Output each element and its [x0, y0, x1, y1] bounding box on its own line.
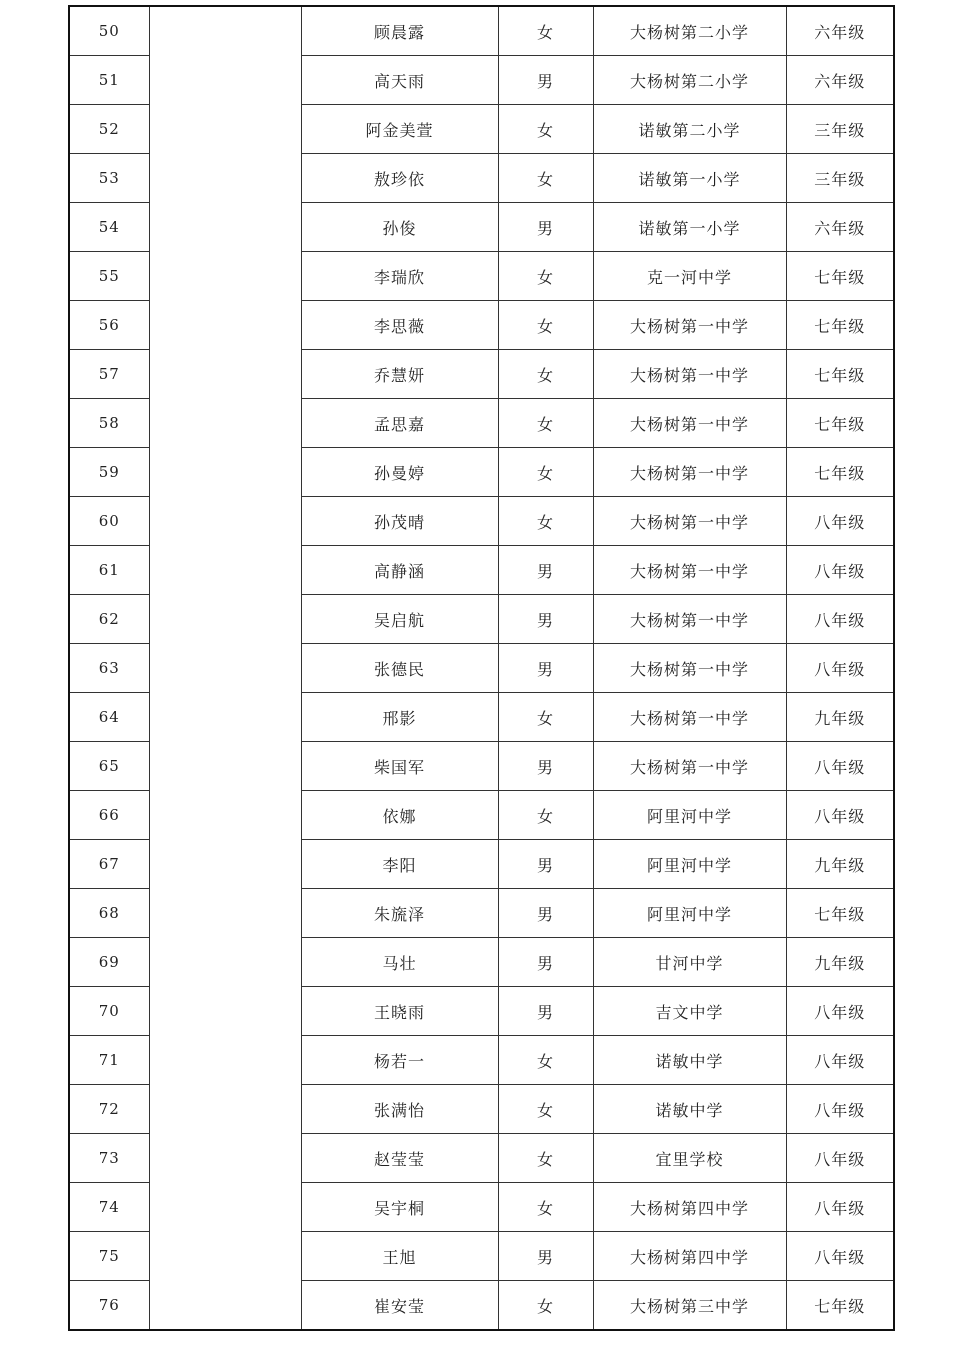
blank-cell — [149, 987, 301, 1036]
school-cell: 大杨树第一中学 — [593, 742, 786, 791]
table-row — [69, 791, 894, 840]
grade-cell: 八年级 — [786, 1134, 894, 1183]
school-cell: 大杨树第一中学 — [593, 595, 786, 644]
table-row — [69, 154, 894, 203]
blank-cell — [149, 1232, 301, 1281]
grade-cell: 七年级 — [786, 350, 894, 399]
grade-cell: 七年级 — [786, 448, 894, 497]
table-row — [69, 987, 894, 1036]
grade-cell: 三年级 — [786, 105, 894, 154]
school-cell: 大杨树第一中学 — [593, 644, 786, 693]
row-number-cell: 75 — [69, 1232, 149, 1281]
gender-cell: 女 — [498, 1085, 593, 1134]
gender-cell: 男 — [498, 595, 593, 644]
row-number-cell: 64 — [69, 693, 149, 742]
table-row — [69, 105, 894, 154]
table-row — [69, 1036, 894, 1085]
school-cell: 诺敏第二小学 — [593, 105, 786, 154]
student-name-cell: 依娜 — [301, 791, 498, 840]
gender-cell: 女 — [498, 1183, 593, 1232]
row-number-cell: 57 — [69, 350, 149, 399]
school-cell: 大杨树第一中学 — [593, 546, 786, 595]
row-number-cell: 51 — [69, 56, 149, 105]
gender-cell: 女 — [498, 1036, 593, 1085]
grade-cell: 八年级 — [786, 742, 894, 791]
student-name-cell: 马壮 — [301, 938, 498, 987]
school-cell: 吉文中学 — [593, 987, 786, 1036]
row-number-cell: 54 — [69, 203, 149, 252]
blank-cell — [149, 644, 301, 693]
table-row — [69, 840, 894, 889]
table-row — [69, 301, 894, 350]
grade-cell: 六年级 — [786, 56, 894, 105]
row-number-cell: 58 — [69, 399, 149, 448]
student-name-cell: 高静涵 — [301, 546, 498, 595]
row-number-cell: 72 — [69, 1085, 149, 1134]
student-name-cell: 邢影 — [301, 693, 498, 742]
student-name-cell: 崔安莹 — [301, 1281, 498, 1331]
student-roster-table — [68, 5, 895, 1331]
student-name-cell: 吴宇桐 — [301, 1183, 498, 1232]
school-cell: 大杨树第四中学 — [593, 1183, 786, 1232]
row-number-cell: 52 — [69, 105, 149, 154]
row-number-cell: 62 — [69, 595, 149, 644]
grade-cell: 六年级 — [786, 203, 894, 252]
school-cell: 大杨树第二小学 — [593, 6, 786, 56]
gender-cell: 女 — [498, 497, 593, 546]
table-row — [69, 644, 894, 693]
student-name-cell: 柴国军 — [301, 742, 498, 791]
blank-cell — [149, 1036, 301, 1085]
blank-cell — [149, 497, 301, 546]
gender-cell: 女 — [498, 791, 593, 840]
gender-cell: 女 — [498, 399, 593, 448]
grade-cell: 八年级 — [786, 497, 894, 546]
school-cell: 大杨树第一中学 — [593, 301, 786, 350]
school-cell: 大杨树第一中学 — [593, 497, 786, 546]
grade-cell: 九年级 — [786, 840, 894, 889]
school-cell: 宜里学校 — [593, 1134, 786, 1183]
gender-cell: 男 — [498, 644, 593, 693]
student-name-cell: 敖珍依 — [301, 154, 498, 203]
blank-cell — [149, 742, 301, 791]
gender-cell: 男 — [498, 546, 593, 595]
student-name-cell: 高天雨 — [301, 56, 498, 105]
student-name-cell: 王旭 — [301, 1232, 498, 1281]
grade-cell: 八年级 — [786, 791, 894, 840]
gender-cell: 女 — [498, 154, 593, 203]
table-row — [69, 497, 894, 546]
student-name-cell: 吴启航 — [301, 595, 498, 644]
student-name-cell: 李思薇 — [301, 301, 498, 350]
grade-cell: 八年级 — [786, 546, 894, 595]
row-number-cell: 68 — [69, 889, 149, 938]
blank-cell — [149, 1085, 301, 1134]
gender-cell: 男 — [498, 56, 593, 105]
gender-cell: 男 — [498, 203, 593, 252]
gender-cell: 女 — [498, 252, 593, 301]
row-number-cell: 66 — [69, 791, 149, 840]
student-name-cell: 朱旒泽 — [301, 889, 498, 938]
table-row — [69, 6, 894, 56]
student-name-cell: 张满怡 — [301, 1085, 498, 1134]
table-row — [69, 693, 894, 742]
row-number-cell: 55 — [69, 252, 149, 301]
grade-cell: 八年级 — [786, 987, 894, 1036]
blank-cell — [149, 301, 301, 350]
blank-cell — [149, 938, 301, 987]
table-row — [69, 889, 894, 938]
blank-cell — [149, 203, 301, 252]
roster-body — [69, 6, 894, 1330]
blank-cell — [149, 6, 301, 56]
table-row — [69, 399, 894, 448]
school-cell: 阿里河中学 — [593, 889, 786, 938]
gender-cell: 男 — [498, 742, 593, 791]
grade-cell: 九年级 — [786, 938, 894, 987]
table-row — [69, 1085, 894, 1134]
table-row — [69, 350, 894, 399]
gender-cell: 女 — [498, 693, 593, 742]
student-name-cell: 张德民 — [301, 644, 498, 693]
school-cell: 阿里河中学 — [593, 840, 786, 889]
row-number-cell: 69 — [69, 938, 149, 987]
grade-cell: 八年级 — [786, 1232, 894, 1281]
blank-cell — [149, 252, 301, 301]
gender-cell: 女 — [498, 1134, 593, 1183]
school-cell: 大杨树第一中学 — [593, 693, 786, 742]
gender-cell: 男 — [498, 840, 593, 889]
row-number-cell: 76 — [69, 1281, 149, 1331]
grade-cell: 七年级 — [786, 252, 894, 301]
blank-cell — [149, 693, 301, 742]
blank-cell — [149, 840, 301, 889]
table-row — [69, 252, 894, 301]
row-number-cell: 67 — [69, 840, 149, 889]
gender-cell: 男 — [498, 889, 593, 938]
table-row — [69, 938, 894, 987]
blank-cell — [149, 350, 301, 399]
student-name-cell: 孟思嘉 — [301, 399, 498, 448]
grade-cell: 六年级 — [786, 6, 894, 56]
school-cell: 诺敏第一小学 — [593, 154, 786, 203]
gender-cell: 女 — [498, 1281, 593, 1331]
row-number-cell: 74 — [69, 1183, 149, 1232]
school-cell: 大杨树第二小学 — [593, 56, 786, 105]
grade-cell: 七年级 — [786, 889, 894, 938]
student-name-cell: 顾晨露 — [301, 6, 498, 56]
grade-cell: 七年级 — [786, 399, 894, 448]
school-cell: 阿里河中学 — [593, 791, 786, 840]
table-row — [69, 546, 894, 595]
school-cell: 大杨树第一中学 — [593, 448, 786, 497]
student-name-cell: 孙曼婷 — [301, 448, 498, 497]
gender-cell: 男 — [498, 938, 593, 987]
row-number-cell: 61 — [69, 546, 149, 595]
student-name-cell: 孙茂晴 — [301, 497, 498, 546]
grade-cell: 八年级 — [786, 1036, 894, 1085]
student-name-cell: 王晓雨 — [301, 987, 498, 1036]
table-row — [69, 1183, 894, 1232]
student-name-cell: 杨若一 — [301, 1036, 498, 1085]
table-row — [69, 1232, 894, 1281]
blank-cell — [149, 399, 301, 448]
gender-cell: 女 — [498, 448, 593, 497]
row-number-cell: 71 — [69, 1036, 149, 1085]
grade-cell: 八年级 — [786, 595, 894, 644]
school-cell: 诺敏第一小学 — [593, 203, 786, 252]
blank-cell — [149, 105, 301, 154]
grade-cell: 八年级 — [786, 644, 894, 693]
row-number-cell: 65 — [69, 742, 149, 791]
blank-cell — [149, 154, 301, 203]
blank-cell — [149, 791, 301, 840]
row-number-cell: 70 — [69, 987, 149, 1036]
gender-cell: 女 — [498, 350, 593, 399]
school-cell: 诺敏中学 — [593, 1036, 786, 1085]
student-name-cell: 孙俊 — [301, 203, 498, 252]
student-name-cell: 李阳 — [301, 840, 498, 889]
blank-cell — [149, 546, 301, 595]
blank-cell — [149, 595, 301, 644]
grade-cell: 七年级 — [786, 301, 894, 350]
row-number-cell: 53 — [69, 154, 149, 203]
grade-cell: 三年级 — [786, 154, 894, 203]
table-row — [69, 203, 894, 252]
blank-cell — [149, 56, 301, 105]
table-row — [69, 448, 894, 497]
student-name-cell: 赵莹莹 — [301, 1134, 498, 1183]
grade-cell: 八年级 — [786, 1085, 894, 1134]
blank-cell — [149, 1183, 301, 1232]
table-row — [69, 742, 894, 791]
blank-cell — [149, 889, 301, 938]
grade-cell: 七年级 — [786, 1281, 894, 1331]
student-name-cell: 乔慧妍 — [301, 350, 498, 399]
blank-cell — [149, 1134, 301, 1183]
gender-cell: 男 — [498, 987, 593, 1036]
grade-cell: 九年级 — [786, 693, 894, 742]
school-cell: 大杨树第一中学 — [593, 350, 786, 399]
gender-cell: 男 — [498, 1232, 593, 1281]
table-row — [69, 1281, 894, 1331]
gender-cell: 女 — [498, 105, 593, 154]
row-number-cell: 59 — [69, 448, 149, 497]
gender-cell: 女 — [498, 6, 593, 56]
gender-cell: 女 — [498, 301, 593, 350]
table-row — [69, 56, 894, 105]
row-number-cell: 63 — [69, 644, 149, 693]
school-cell: 诺敏中学 — [593, 1085, 786, 1134]
school-cell: 克一河中学 — [593, 252, 786, 301]
row-number-cell: 50 — [69, 6, 149, 56]
blank-cell — [149, 1281, 301, 1331]
school-cell: 甘河中学 — [593, 938, 786, 987]
student-name-cell: 阿金美萱 — [301, 105, 498, 154]
school-cell: 大杨树第一中学 — [593, 399, 786, 448]
school-cell: 大杨树第三中学 — [593, 1281, 786, 1331]
table-row — [69, 1134, 894, 1183]
grade-cell: 八年级 — [786, 1183, 894, 1232]
table-row — [69, 595, 894, 644]
row-number-cell: 60 — [69, 497, 149, 546]
school-cell: 大杨树第四中学 — [593, 1232, 786, 1281]
row-number-cell: 56 — [69, 301, 149, 350]
student-name-cell: 李瑞欣 — [301, 252, 498, 301]
row-number-cell: 73 — [69, 1134, 149, 1183]
roster-sheet — [68, 5, 893, 1330]
blank-cell — [149, 448, 301, 497]
